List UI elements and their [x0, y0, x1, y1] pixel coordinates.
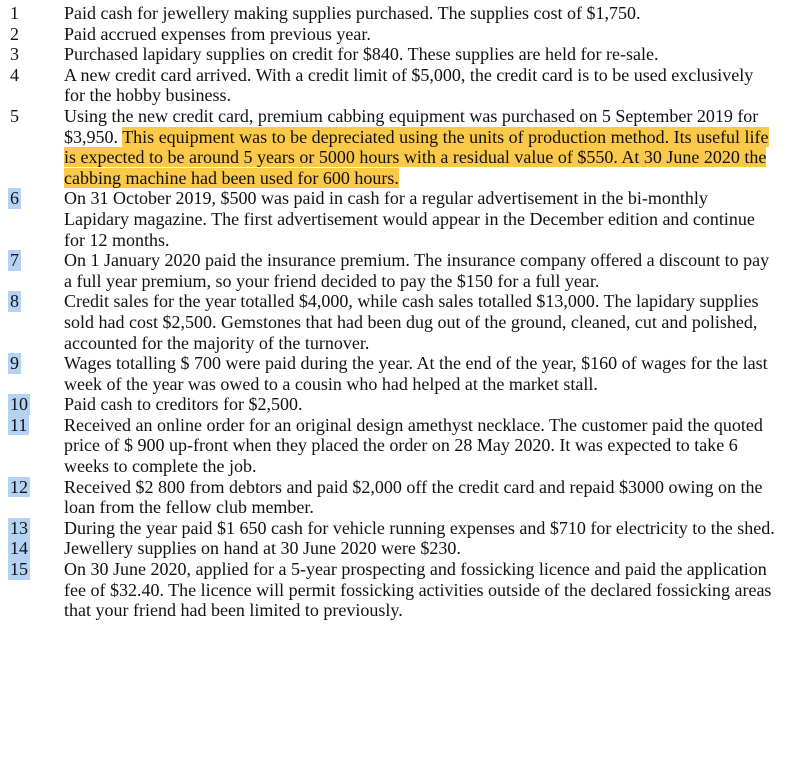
list-item: [0, 415, 793, 477]
item-text[interactable]: On 31 October 2019, $500 was paid in cash for a regular advertisement in the bi-monthly Lapidary magazine. The first advertisement would appear in the December edition and continue for 12 months.: [64, 188, 755, 250]
item-text[interactable]: Paid cash for jewellery making supplies purchased. The supplies cost of $1,750.: [64, 3, 641, 23]
item-text[interactable]: On 30 June 2020, applied for a 5-year prospecting and fossicking licence and paid the application fee of $32.40. The licence will permit fossicking activities outside of the declared fossicking areas that your friend had been limited to previously.: [64, 559, 772, 621]
item-number: 1: [10, 3, 19, 23]
item-text[interactable]: On 1 January 2020 paid the insurance premium. The insurance company offered a discount to pay a full year premium, so your friend decided to pay the $150 for a full year.: [64, 250, 770, 291]
item-text[interactable]: [64, 106, 793, 188]
item-number: 11: [10, 414, 28, 435]
list-item: [0, 353, 793, 394]
list-item: [0, 44, 793, 65]
item-number: 13: [10, 517, 28, 538]
item-text[interactable]: Wages totalling $ 700 were paid during the year. At the end of the year, $160 of wages for the last week of the year was owed to a cousin who had helped at the market stall.: [64, 353, 768, 394]
list-item: [0, 477, 793, 518]
highlighted-text: This equipment was to be depreciated using the units of production method. Its useful life is expected to be around 5 years or 5000 hours with a residual value of $550. At 30 June 2020 the cabbing machine had been used for 600 hours.: [64, 126, 769, 188]
item-number: 4: [10, 64, 19, 85]
item-text[interactable]: A new credit card arrived. With a credit limit of $5,000, the credit card is to be used exclusively for the hobby business.: [64, 64, 754, 106]
item-number: 8: [10, 291, 19, 312]
list-item: [0, 394, 793, 415]
list-item: [0, 538, 793, 559]
item-number: 5: [10, 105, 19, 126]
item-number: 7: [10, 250, 19, 271]
item-text[interactable]: Received $2 800 from debtors and paid $2,000 off the credit card and repaid $3000 owing on the loan from the fellow club member.: [64, 476, 763, 518]
item-number: 9: [10, 353, 19, 374]
list-item: [0, 559, 793, 621]
item-number: 14: [10, 538, 28, 559]
list-item: [0, 291, 793, 353]
item-text[interactable]: During the year paid $1 650 cash for vehicle running expenses and $710 for electricity to the shed.: [64, 517, 775, 538]
list-item: [0, 24, 793, 45]
item-text[interactable]: Received an online order for an original design amethyst necklace. The customer paid the quoted price of $ 900 up-front when they placed the order on 28 May 2020. It was expected to take 6 weeks to complete the job.: [64, 414, 763, 477]
list-item: [0, 518, 793, 539]
list-item: [0, 65, 793, 106]
item-number: 2: [10, 23, 19, 44]
item-number: 15: [10, 559, 28, 580]
item-text[interactable]: Purchased lapidary supplies on credit for $840. These supplies are held for re-sale.: [64, 44, 659, 65]
item-number: 3: [10, 44, 19, 65]
list-item: [0, 188, 793, 250]
list-item: [0, 250, 793, 291]
document-body: [0, 3, 793, 621]
item-number: 10: [10, 394, 28, 415]
item-number: 6: [10, 188, 19, 209]
item-text-plain: Using the new credit card, premium cabbing equipment was purchased on 5 September 2019 for $3,950.: [64, 105, 759, 147]
item-text[interactable]: Paid cash to creditors for $2,500.: [64, 394, 303, 415]
item-text[interactable]: Paid accrued expenses from previous year.: [64, 23, 371, 44]
list-item: [0, 106, 793, 188]
list-item: [0, 3, 793, 24]
item-text[interactable]: Credit sales for the year totalled $4,000, while cash sales totalled $13,000. The lapidary supplies sold had cost $2,500. Gemstones that had been dug out of the ground, cleaned, cut and polished, accounted for the majority of the turnover.: [64, 291, 759, 353]
item-number: 12: [10, 476, 28, 497]
item-text[interactable]: Jewellery supplies on hand at 30 June 2020 were $230.: [64, 538, 461, 559]
